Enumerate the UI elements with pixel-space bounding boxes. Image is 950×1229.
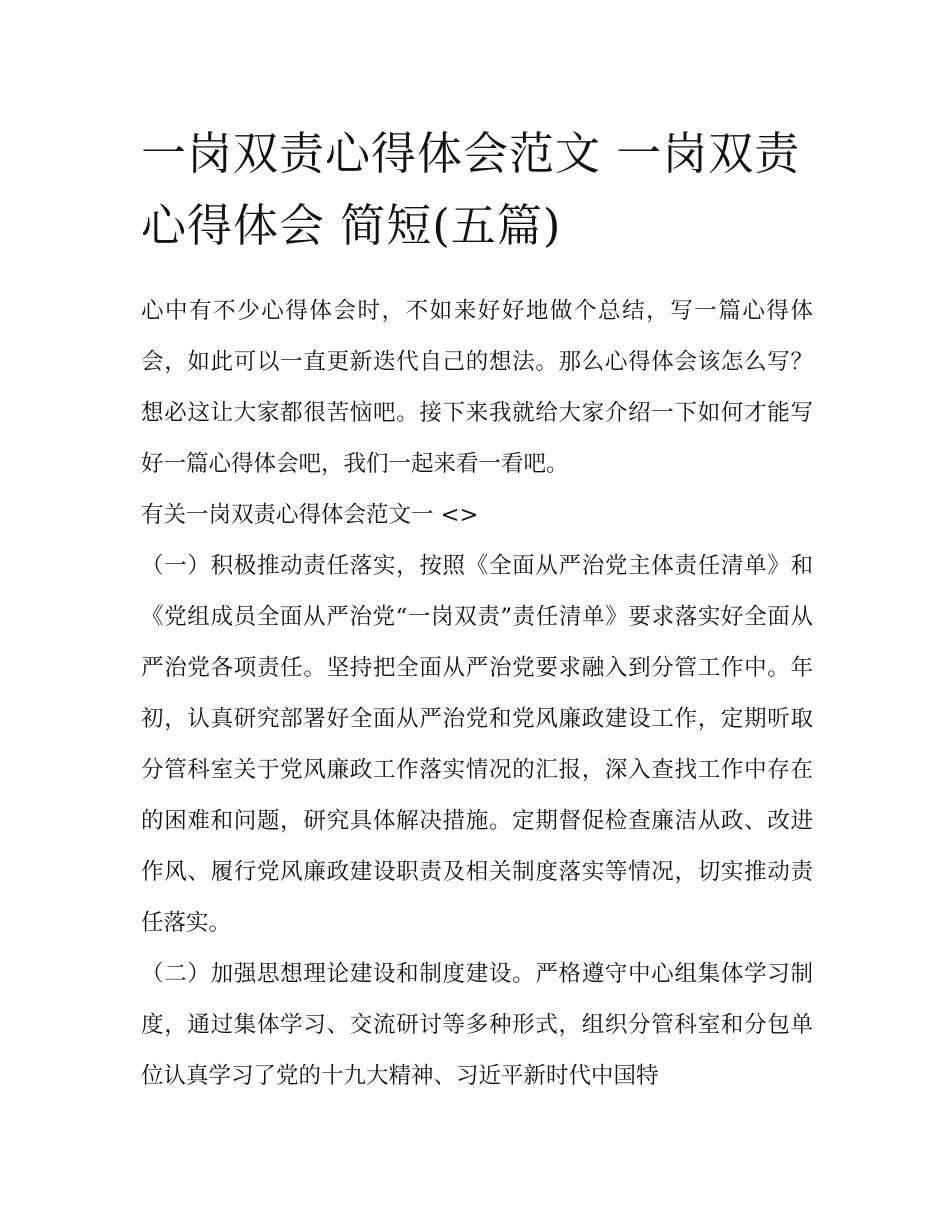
- body-paragraph-2: （二）加强思想理论建设和制度建设。严格遵守中心组集体学习制度，通过集体学习、交流研讨等多种形式，组织分管科室和分包单位认真学习了党的十九大精神、习近平新时代中国特: [141, 961, 813, 1089]
- document-page: [141, 118, 813, 1102]
- body-paragraph-1: （一）积极推动责任落实，按照《全面从严治党主体责任清单》和《党组成员全面从严治党“一岗双责”责任清单》要求落实好全面从严治党各项责任。坚持把全面从严治党要求融入到分管工作中。年初，认真研究部署好全面从严治党和党风廉政建设工作，定期听取分管科室关于党风廉政工作落实情况的汇报，深入查找工作中存在的困难和问题，研究具体解决措施。定期督促检查廉洁从政、改进作风、履行党风廉政建设职责及相关制度落实等情况，切实推动责任落实。: [141, 553, 813, 936]
- intro-paragraph: 心中有不少心得体会时，不如来好好地做个总结，写一篇心得体会，如此可以一直更新迭代自己的想法。那么心得体会该怎么写？想必这让大家都很苦恼吧。接下来我就给大家介绍一下如何才能写好一篇心得体会吧，我们一起来看一看吧。: [141, 298, 813, 477]
- document-title: 一岗双责心得体会范文 一岗双责心得体会 简短(五篇): [141, 127, 801, 252]
- section-heading: 有关一岗双责心得体会范文一 <>: [141, 502, 479, 528]
